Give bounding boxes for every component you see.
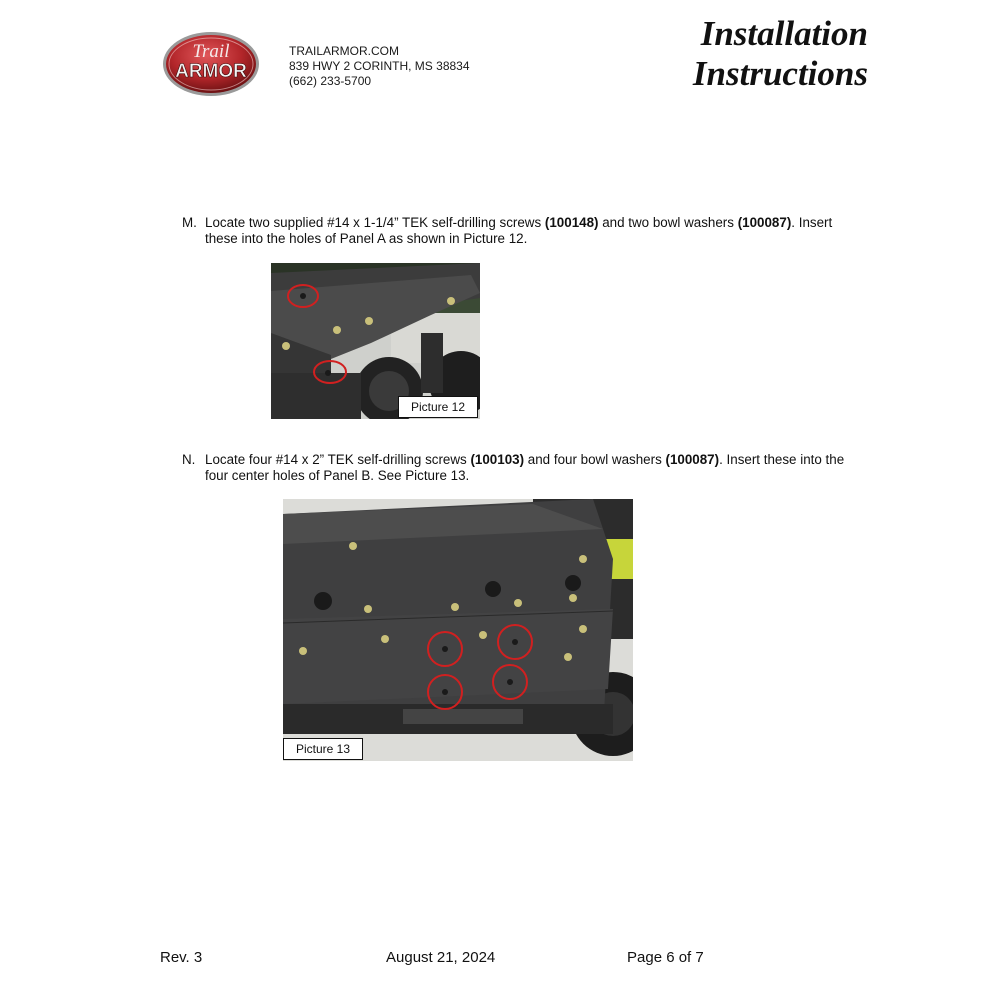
company-info	[289, 44, 470, 89]
document-title	[693, 14, 868, 94]
logo-word-bottom: ARMOR	[175, 61, 247, 82]
title-line-2: Instructions	[692, 54, 868, 93]
step-text: Locate two supplied #14 x 1-1/4” TEK self-drilling screws (100148) and two bowl washers (100087). Insert these into the holes of Panel A as shown in Picture 12.	[205, 215, 833, 246]
picture-13-photo	[283, 499, 633, 761]
footer-page-number: Page 6 of 7	[627, 949, 704, 966]
title-line-1: Installation	[700, 14, 868, 53]
company-website: TRAILARMOR.COM	[289, 44, 400, 58]
company-address: 839 HWY 2 CORINTH, MS 38834	[289, 59, 470, 73]
company-phone: (662) 233-5700	[289, 74, 372, 88]
picture-12-caption: Picture 12	[398, 396, 478, 418]
picture-13-caption: Picture 13	[283, 738, 363, 760]
step-text: Locate four #14 x 2” TEK self-drilling screws (100103) and four bowl washers (100087). Insert these into the four center holes of Panel B. See Picture 13.	[205, 452, 845, 483]
step-letter: N.	[182, 452, 196, 467]
trail-armor-logo	[161, 30, 261, 98]
step-letter: M.	[182, 215, 197, 230]
footer-date: August 21, 2024	[386, 949, 496, 966]
logo-word-top: Trail	[192, 41, 230, 62]
footer-revision: Rev. 3	[160, 949, 203, 966]
